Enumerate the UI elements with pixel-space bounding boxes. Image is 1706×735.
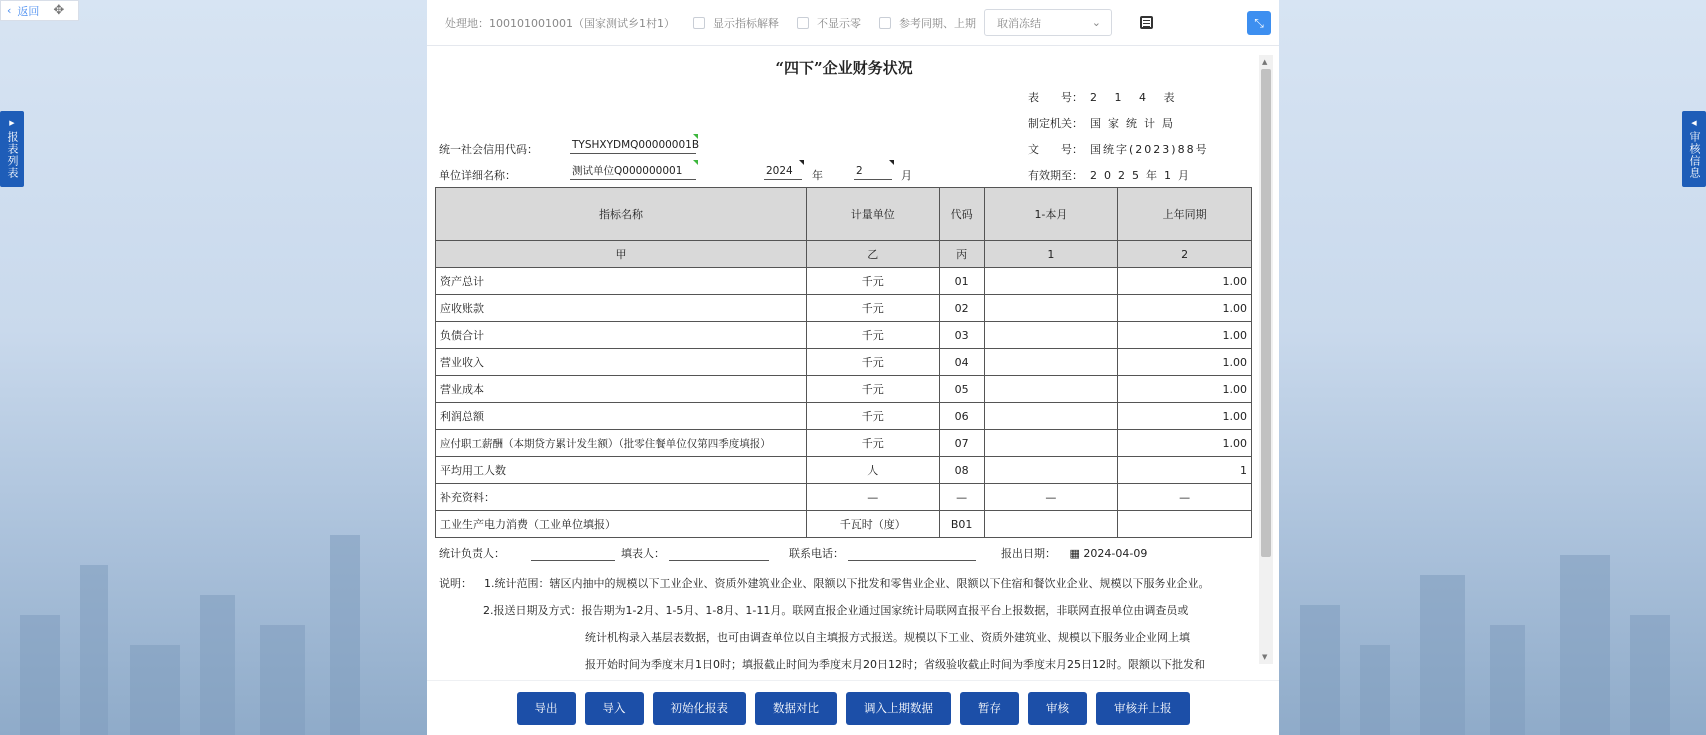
current-value-cell[interactable] bbox=[984, 457, 1118, 484]
table-row bbox=[436, 511, 1252, 538]
calculator-icon[interactable] bbox=[1140, 16, 1153, 29]
table-row bbox=[436, 295, 1252, 322]
current-value-cell[interactable] bbox=[984, 430, 1118, 457]
month-label: 月 bbox=[901, 169, 912, 182]
scroll-up-icon[interactable]: ▲ bbox=[1262, 58, 1268, 66]
column-header: 1-本月 bbox=[984, 188, 1118, 241]
import-button[interactable]: 导入 bbox=[585, 692, 644, 725]
credit-code-label: 统一社会信用代码： bbox=[439, 143, 538, 156]
meta-row: 制定机关： 国家统计局 bbox=[1028, 117, 1180, 130]
table-row bbox=[436, 322, 1252, 349]
report-list-label: 报表列表 bbox=[6, 131, 19, 179]
code-cell: 01 bbox=[939, 268, 984, 295]
table-row bbox=[436, 349, 1252, 376]
code-cell: B01 bbox=[939, 511, 984, 538]
report-date-label: 报出日期： bbox=[1001, 547, 1056, 560]
prev-value-cell[interactable] bbox=[1118, 511, 1252, 538]
form-title: “四下”企业财务状况 bbox=[775, 59, 913, 77]
audit-info-label: 审核信息 bbox=[1688, 131, 1701, 179]
indicator-name: 补充资料： bbox=[436, 484, 807, 511]
phone-group bbox=[789, 545, 976, 561]
meta-row: 有效期至： 2025年1月 bbox=[1028, 169, 1196, 182]
indicator-name: 应付职工薪酬（本期贷方累计发生额）（批零住餐单位仅第四季度填报） bbox=[436, 430, 807, 457]
credit-code-field[interactable]: TYSHXYDMQ00000001B bbox=[570, 138, 696, 154]
table-row bbox=[436, 430, 1252, 457]
show-indicator-checkbox[interactable] bbox=[693, 17, 705, 29]
prev-value-cell[interactable]: 1.00 bbox=[1118, 322, 1252, 349]
indicator-name: 平均用工人数 bbox=[436, 457, 807, 484]
month-field[interactable]: 2 bbox=[854, 164, 892, 180]
column-subheader: 2 bbox=[1118, 241, 1252, 268]
report-panel bbox=[427, 0, 1279, 735]
prev-value-cell[interactable]: 1.00 bbox=[1118, 268, 1252, 295]
arrow-left-icon: ◀ bbox=[1691, 119, 1697, 127]
indicator-name: 营业收入 bbox=[436, 349, 807, 376]
current-value-cell[interactable] bbox=[984, 403, 1118, 430]
table-row bbox=[436, 268, 1252, 295]
hide-zero-label: 不显示零 bbox=[816, 16, 861, 30]
column-subheader: 甲 bbox=[436, 241, 807, 268]
indicator-name: 资产总计 bbox=[436, 268, 807, 295]
scroll-thumb[interactable] bbox=[1261, 69, 1271, 557]
meta-row: 表 号： 2 1 4 表 bbox=[1028, 91, 1182, 104]
stat-person-label: 统计负责人： bbox=[439, 547, 505, 560]
unit-cell: 千元 bbox=[806, 295, 939, 322]
report-content bbox=[427, 55, 1261, 680]
code-cell: 02 bbox=[939, 295, 984, 322]
column-header: 代码 bbox=[939, 188, 984, 241]
export-button[interactable]: 导出 bbox=[517, 692, 576, 725]
unit-name-field[interactable]: 测试单位Q000000001 bbox=[570, 164, 696, 180]
code-cell: 05 bbox=[939, 376, 984, 403]
table-row bbox=[436, 484, 1252, 511]
notes-section bbox=[439, 570, 1259, 678]
footer-actions bbox=[427, 680, 1279, 735]
column-header: 上年同期 bbox=[1118, 188, 1252, 241]
filler-label: 填表人： bbox=[621, 547, 665, 560]
toolbar bbox=[427, 0, 1279, 46]
unit-cell: — bbox=[806, 484, 939, 511]
unit-cell: 千元 bbox=[806, 322, 939, 349]
unit-cell: 千元 bbox=[806, 349, 939, 376]
indicator-name: 负债合计 bbox=[436, 322, 807, 349]
hide-zero-checkbox[interactable] bbox=[797, 17, 809, 29]
unit-cell: 千元 bbox=[806, 268, 939, 295]
report-date-group bbox=[1001, 545, 1147, 561]
indicator-name: 工业生产电力消费（工业单位填报） bbox=[436, 511, 807, 538]
indicator-name: 应收账款 bbox=[436, 295, 807, 322]
current-value-cell[interactable] bbox=[984, 268, 1118, 295]
table-subheader-row bbox=[436, 241, 1252, 268]
scroll-down-icon[interactable]: ▼ bbox=[1262, 653, 1268, 661]
reference-checkbox[interactable] bbox=[879, 17, 891, 29]
stat-person-group bbox=[439, 545, 615, 561]
data-compare-button[interactable]: 数据对比 bbox=[755, 692, 837, 725]
unit-cell: 千元 bbox=[806, 430, 939, 457]
prev-value-cell: — bbox=[1118, 484, 1252, 511]
column-subheader: 丙 bbox=[939, 241, 984, 268]
current-value-cell[interactable] bbox=[984, 376, 1118, 403]
notes-line: 1.统计范围：辖区内抽中的规模以下工业企业、资质外建筑业企业、限额以下批发和零售业企业、限额以下住宿和餐饮业企业、规模以下服务业企业。 bbox=[484, 577, 1210, 590]
back-button[interactable] bbox=[0, 0, 79, 21]
load-prev-data-button[interactable]: 调入上期数据 bbox=[846, 692, 951, 725]
prev-value-cell[interactable]: 1 bbox=[1118, 457, 1252, 484]
unit-cell: 千瓦时（度） bbox=[806, 511, 939, 538]
freeze-select-value: 取消冻结 bbox=[996, 16, 1041, 30]
notes-heading: 说明： bbox=[439, 577, 472, 590]
current-value-cell[interactable] bbox=[984, 511, 1118, 538]
code-cell: 08 bbox=[939, 457, 984, 484]
phone-label: 联系电话： bbox=[789, 547, 844, 560]
table-header-row bbox=[436, 188, 1252, 241]
unit-cell: 人 bbox=[806, 457, 939, 484]
notes-line: 2.报送日期及方式：报告期为1-2月、1-5月、1-8月、1-11月。联网直报企业通过国家统计局联网直报平台上报数据，非联网直报单位由调查员或 bbox=[483, 604, 1189, 617]
unit-cell: 千元 bbox=[806, 376, 939, 403]
back-label: 返回 bbox=[17, 4, 40, 18]
code-cell: 04 bbox=[939, 349, 984, 376]
audit-submit-button[interactable]: 审核并上报 bbox=[1096, 692, 1190, 725]
report-date-value[interactable]: 2024-04-09 bbox=[1083, 547, 1148, 560]
current-value-cell[interactable] bbox=[984, 322, 1118, 349]
reference-label: 参考同期、上期 bbox=[898, 16, 976, 30]
chevron-left-icon: ‹ bbox=[7, 4, 12, 17]
report-table bbox=[435, 187, 1252, 538]
arrow-right-icon: ▶ bbox=[9, 119, 15, 127]
phone-field[interactable] bbox=[848, 548, 976, 561]
unit-name-label: 单位详细名称： bbox=[439, 169, 516, 182]
code-cell: 06 bbox=[939, 403, 984, 430]
column-header: 指标名称 bbox=[436, 188, 807, 241]
prev-value-cell[interactable]: 1.00 bbox=[1118, 349, 1252, 376]
show-indicator-label: 显示指标解释 bbox=[712, 16, 779, 30]
table-row bbox=[436, 376, 1252, 403]
collapse-icon[interactable]: ⤡ bbox=[1247, 11, 1271, 35]
table-row bbox=[436, 457, 1252, 484]
audit-button[interactable]: 审核 bbox=[1028, 692, 1087, 725]
column-subheader: 1 bbox=[984, 241, 1118, 268]
report-list-tab[interactable] bbox=[0, 111, 24, 187]
indicator-name: 利润总额 bbox=[436, 403, 807, 430]
current-value-cell[interactable] bbox=[984, 295, 1118, 322]
current-value-cell: — bbox=[984, 484, 1118, 511]
code-cell: — bbox=[939, 484, 984, 511]
vertical-scrollbar[interactable] bbox=[1259, 55, 1273, 664]
init-report-button[interactable]: 初始化报表 bbox=[653, 692, 747, 725]
unit-cell: 千元 bbox=[806, 403, 939, 430]
current-value-cell[interactable] bbox=[984, 349, 1118, 376]
code-cell: 07 bbox=[939, 430, 984, 457]
table-row bbox=[436, 403, 1252, 430]
column-header: 计量单位 bbox=[806, 188, 939, 241]
location-text: 处理地：100101001001（国家测试乡1村1） bbox=[445, 16, 675, 30]
audit-info-tab[interactable] bbox=[1682, 111, 1706, 187]
prev-value-cell[interactable]: 1.00 bbox=[1118, 295, 1252, 322]
prev-value-cell[interactable]: 1.00 bbox=[1118, 403, 1252, 430]
chevron-down-icon: ⌄ bbox=[1091, 16, 1101, 29]
freeze-select[interactable] bbox=[984, 9, 1112, 36]
meta-row: 文 号： 国统字(2023)88号 bbox=[1028, 143, 1209, 156]
year-label: 年 bbox=[812, 169, 823, 182]
notes-line: 统计机构录入基层表数据，也可由调查单位以自主填报方式报送。规模以下工业、资质外建筑业、规模以下服务业企业网上填 bbox=[585, 631, 1190, 644]
year-field[interactable]: 2024 bbox=[764, 164, 802, 180]
stat-person-field[interactable] bbox=[531, 548, 615, 561]
prev-value-cell[interactable]: 1.00 bbox=[1118, 376, 1252, 403]
temp-save-button[interactable]: 暂存 bbox=[960, 692, 1019, 725]
move-icon[interactable]: ✥ bbox=[53, 3, 65, 18]
prev-value-cell[interactable]: 1.00 bbox=[1118, 430, 1252, 457]
code-cell: 03 bbox=[939, 322, 984, 349]
column-subheader: 乙 bbox=[806, 241, 939, 268]
indicator-name: 营业成本 bbox=[436, 376, 807, 403]
calendar-icon[interactable]: ▦ bbox=[1069, 547, 1080, 560]
filler-field[interactable] bbox=[669, 548, 769, 561]
notes-line: 报开始时间为季度末月1日0时；填报截止时间为季度末月20日12时；省级验收截止时间为季度末月25日12时。限额以下批发和 bbox=[585, 658, 1205, 671]
filler-group bbox=[621, 545, 769, 561]
